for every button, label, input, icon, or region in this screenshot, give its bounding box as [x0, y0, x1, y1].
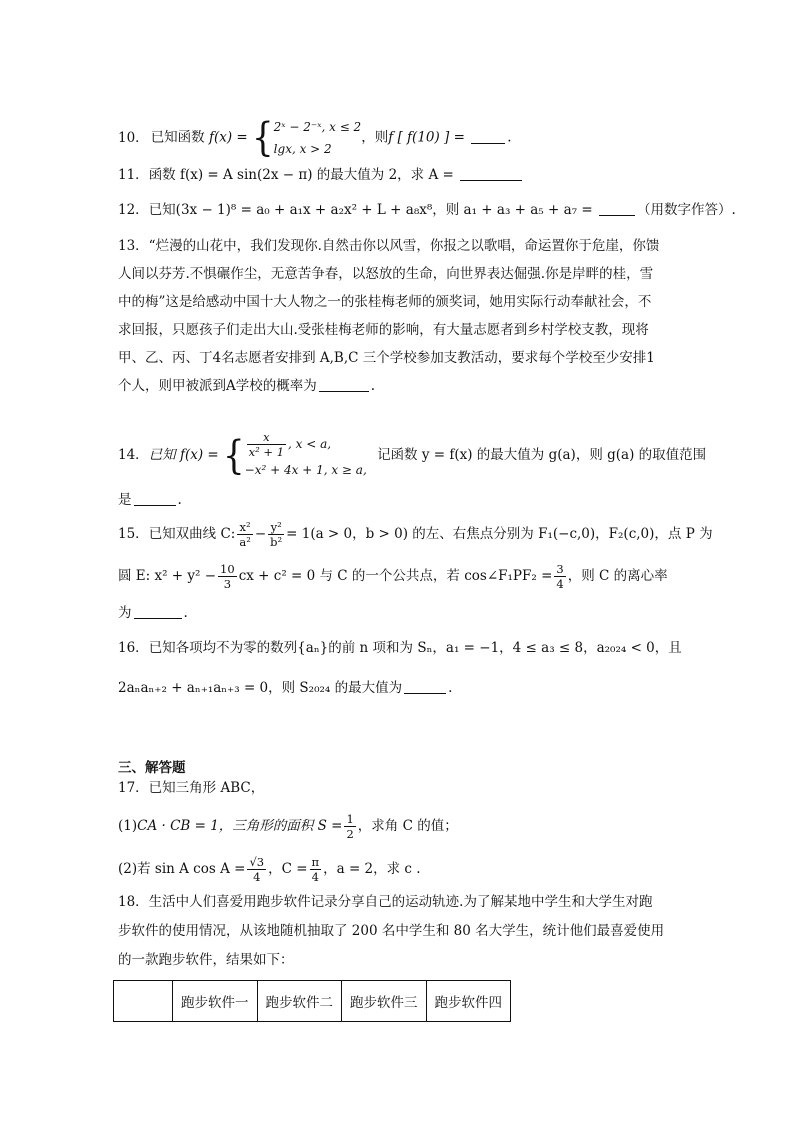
question-number: 15．	[118, 526, 149, 542]
question-15: 15．已知双曲线 C: $\frac{\text{x²}}{\text{a²}}$ − $\frac{\text{y²}}{\text{b²}}$ = 1(a > 0，b > 0) 的左、右焦点分别为 F₁(−c,0)，F₂(c,0)，点 P 为	[118, 520, 713, 549]
question-number: 16．	[118, 640, 149, 656]
question-16: 16．已知各项均不为零的数列{aₙ}的前 n 项和为 Sₙ，a₁ = −1，4 ≤ a₃ ≤ 8，a₂₀₂₄ < 0，且	[118, 640, 682, 656]
question-number: 14．	[118, 447, 149, 463]
question-15-line3: 为 .	[118, 605, 188, 621]
vector-expression: CA · CB = 1，三角形的面积 S =	[137, 818, 343, 834]
piecewise-cases: $\frac{x}{\text{x² + 1}}$ , x < a, −x² + 4x + 1, x ≥ a,	[244, 430, 367, 477]
answer-blank[interactable]	[319, 377, 369, 392]
brace-icon: {	[223, 432, 245, 479]
question-16-line2: 2aₙaₙ₊₂ + aₙ₊₁aₙ₊₃ = 0，则 S₂₀₂₄ 的最大值为 .	[118, 680, 453, 696]
table-row	[114, 981, 511, 1022]
table-header-cell: 跑步软件二	[257, 981, 342, 1022]
question-text: 已知(3x − 1)⁸ = a₀ + a₁x + a₂x² + L + a₈x⁸，则 a₁ + a₃ + a₅ + a₇ =	[148, 202, 593, 218]
question-17-part2: (2)若 sin A cos A = $\frac{√3}{4}$ ，C = $\frac{\pi}{4}$ ，a = 2，求 c .	[118, 855, 421, 884]
question-text: 已知函数	[150, 129, 205, 146]
question-14-cont: 是 .	[118, 492, 182, 508]
answer-blank[interactable]	[599, 201, 635, 216]
answer-blank[interactable]	[404, 679, 446, 694]
question-18: 18．生活中人们喜爱用跑步软件记录分享自己的运动轨迹.为了解某地中学生和大学生对跑 步软件的使用情况，从该地随机抽取了 200 名中学生和 80 名大学生，统计他们最喜爱使用 的一款跑步软件，结果如下：	[118, 894, 665, 968]
math-expression: f [ f(10) ] =	[388, 129, 465, 146]
question-number: 11．	[118, 167, 149, 183]
question-text: 函数 f(x) = A sin(2x − π) 的最大值为 2，求 A =	[148, 167, 454, 183]
question-12: 12．已知(3x − 1)⁸ = a₀ + a₁x + a₂x² + L + a₈x⁸，则 a₁ + a₃ + a₅ + a₇ = （用数字作答）.	[118, 202, 736, 218]
piecewise-cases: 2ˣ − 2⁻ˣ, x ≤ 2 lgx, x > 2	[273, 120, 362, 156]
answer-blank[interactable]	[471, 129, 505, 144]
table-header-cell: 跑步软件四	[426, 981, 511, 1022]
answer-blank[interactable]	[134, 604, 182, 619]
table-header-cell	[114, 981, 173, 1022]
table-header-cell: 跑步软件一	[173, 981, 258, 1022]
question-11	[118, 165, 670, 185]
brace-icon: {	[252, 115, 274, 161]
question-14: 14．已知 f(x) = { $\frac{x}{\text{x² + 1}}$ , x < a, −x² + 4x + 1, x ≥ a, 记函数 y = f(x) 的最大值为 g(a)，则 g(a) 的取值范围	[118, 430, 670, 481]
software-table	[113, 980, 511, 1022]
question-17-part1: (1)CA · CB = 1，三角形的面积 S = $\frac{1}{2}$ ，求角 C 的值；	[118, 812, 458, 841]
answer-blank[interactable]	[134, 491, 176, 506]
table-header-cell: 跑步软件三	[342, 981, 427, 1022]
section-heading: 三、解答题	[118, 760, 186, 776]
question-10: 10． 已知函数 f(x) = { 2ˣ − 2⁻ˣ, x ≤ 2 lgx, x > 2 ，则f [ f(10) ] = .	[118, 115, 512, 161]
question-15-line2: 圆 E: x² + y² − $\frac{10}{3}$ cx + c² = 0 与 C 的一个公共点，若 cos∠F₁PF₂ = $\frac{3}{4}$ ，则 C 的离心率	[118, 562, 668, 591]
answer-blank[interactable]	[460, 166, 522, 181]
question-17: 17．已知三角形 ABC，	[118, 780, 265, 796]
question-number: 10．	[118, 129, 149, 146]
question-number: 12．	[118, 202, 149, 218]
question-13: 13．“烂漫的山花中，我们发现你.自然击你以风雪，你报之以歌唱，命运置你于危崖，你馈 人间以芬芳.不惧碾作尘，无意苦争春，以怒放的生命，向世界表达倔强.你是岸畔的桂，雪 中的梅”这是给感动中国十大人物之一的张桂梅老师的颁奖词，她用实际行动奉献社会，不 求回报，只愿孩子们走出大山.受张桂梅老师的影响，有大量志愿者到乡村学校支教，现将 甲、乙、丙、丁4名志愿者安排到 A,B,C 三个学校参加支教活动，要求每个学校至少安排1 个人，则甲被派到A学校的概率为 .	[118, 238, 660, 394]
